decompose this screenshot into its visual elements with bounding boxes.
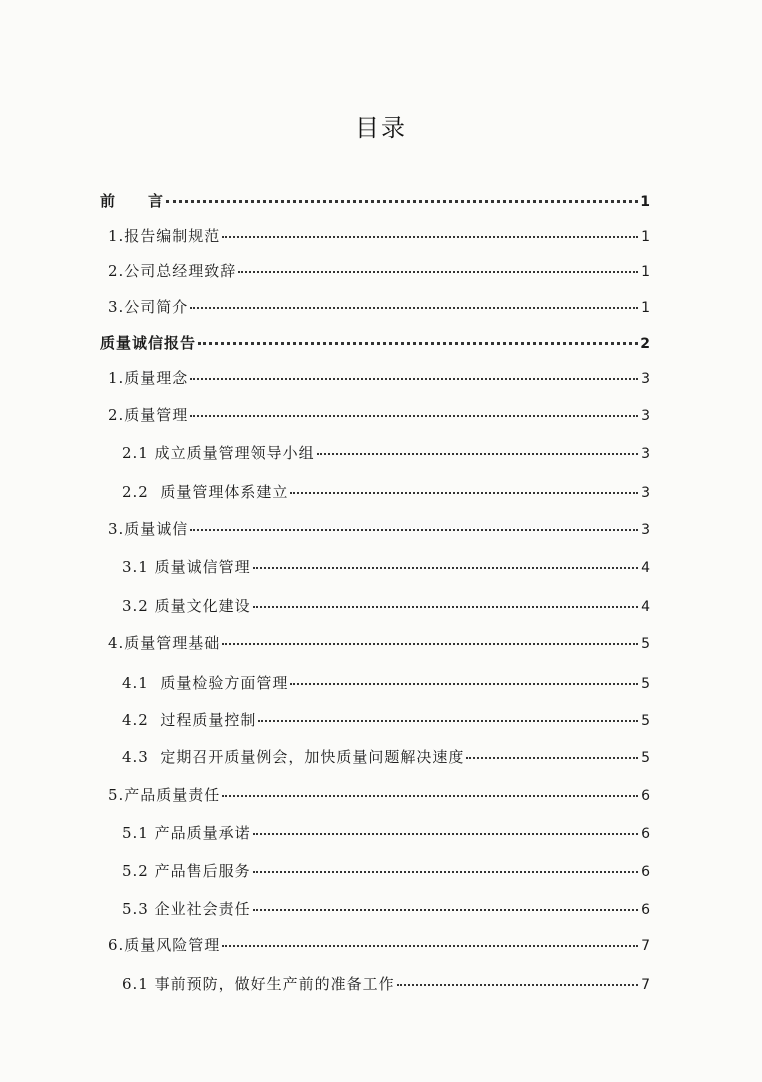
- toc-entry[interactable]: [122, 672, 650, 700]
- page-title: 目录: [355, 114, 407, 142]
- toc-page-number: 5: [641, 676, 650, 692]
- toc-entry-label: 5.2 产品售后服务: [122, 862, 251, 880]
- toc-entry-label: 4.1 质量检验方面管理: [122, 674, 289, 692]
- toc-page-number: 1: [641, 300, 650, 316]
- toc-entry[interactable]: [108, 225, 650, 253]
- toc-entry[interactable]: [122, 860, 650, 888]
- toc-entry-label: 3.质量诚信: [108, 520, 189, 538]
- dot-leader: [238, 271, 638, 273]
- dot-leader: [190, 378, 638, 380]
- toc-page-number: 4: [641, 560, 650, 576]
- toc-page-number: 7: [641, 938, 650, 954]
- toc-page-number: 6: [641, 788, 650, 804]
- toc-entry-label: 3.公司简介: [108, 298, 189, 316]
- toc-page-number: 1: [641, 229, 650, 245]
- dot-leader: [222, 795, 638, 797]
- toc-page-number: 3: [641, 446, 650, 462]
- toc-entry[interactable]: [122, 898, 650, 926]
- toc-page-number: 3: [641, 522, 650, 538]
- toc-entry[interactable]: [108, 784, 650, 812]
- toc-entry-preface[interactable]: [100, 190, 650, 218]
- dot-leader: [222, 945, 638, 947]
- dot-leader: [222, 236, 638, 238]
- dot-leader: [190, 415, 638, 417]
- toc-entry[interactable]: [108, 934, 650, 962]
- toc-entry-label: 6.1 事前预防，做好生产前的准备工作: [122, 975, 395, 993]
- dot-leader: [253, 909, 638, 911]
- toc-page-number: 3: [641, 485, 650, 501]
- toc-page-number: 2: [640, 336, 650, 352]
- toc-entry-label: 2.质量管理: [108, 406, 189, 424]
- toc-entry[interactable]: [122, 973, 650, 1001]
- toc-page-number: 3: [641, 408, 650, 424]
- toc-entry-label: 3.1 质量诚信管理: [122, 558, 251, 576]
- toc-page-number: 6: [641, 902, 650, 918]
- toc-entry-label: 5.3 企业社会责任: [122, 900, 251, 918]
- toc-entry-label: 1.报告编制规范: [108, 227, 221, 245]
- dot-leader: [222, 643, 638, 645]
- dot-leader: [253, 871, 638, 873]
- dot-leader: [253, 833, 638, 835]
- toc-entry[interactable]: [108, 367, 650, 395]
- dot-leader: [190, 529, 638, 531]
- toc-entry-label: 质量诚信报告: [100, 334, 197, 352]
- toc-entry[interactable]: [108, 404, 650, 432]
- toc-entry[interactable]: [122, 595, 650, 623]
- dot-leader: [317, 453, 638, 455]
- toc-entry[interactable]: [108, 260, 650, 288]
- toc-entry-label: 5.产品质量责任: [108, 786, 221, 804]
- toc-entry[interactable]: [108, 518, 650, 546]
- toc-entry-label: 2.1 成立质量管理领导小组: [122, 444, 315, 462]
- toc-entry-label: 前 言: [100, 192, 165, 210]
- toc-page-number: 7: [641, 977, 650, 993]
- toc-entry[interactable]: [122, 481, 650, 509]
- toc-entry[interactable]: [122, 746, 650, 774]
- toc-page-number: 4: [641, 599, 650, 615]
- dot-leader: [290, 492, 638, 494]
- toc-entry-quality-report[interactable]: [100, 332, 650, 360]
- toc-page-number: 1: [640, 194, 650, 210]
- toc-entry-label: 6.质量风险管理: [108, 936, 221, 954]
- toc-page-number: 5: [641, 713, 650, 729]
- dot-leader: [290, 683, 638, 685]
- dot-leader: [466, 757, 638, 759]
- toc-entry[interactable]: [122, 556, 650, 584]
- toc-entry-label: 2.公司总经理致辞: [108, 262, 237, 280]
- dot-leader: [166, 200, 638, 203]
- toc-page-number: 6: [641, 826, 650, 842]
- toc-entry-label: 2.2 质量管理体系建立: [122, 483, 289, 501]
- toc-entry-label: 4.3 定期召开质量例会，加快质量问题解决速度: [122, 748, 465, 766]
- toc-page-number: 6: [641, 864, 650, 880]
- dot-leader: [198, 342, 638, 345]
- toc-entry[interactable]: [108, 632, 650, 660]
- toc-entry-label: 5.1 产品质量承诺: [122, 824, 251, 842]
- toc-page-number: 1: [641, 264, 650, 280]
- toc-entry-label: 3.2 质量文化建设: [122, 597, 251, 615]
- dot-leader: [190, 307, 638, 309]
- toc-entry-label: 1.质量理念: [108, 369, 189, 387]
- toc-page-number: 5: [641, 636, 650, 652]
- toc-page-number: 3: [641, 371, 650, 387]
- toc-entry[interactable]: [108, 296, 650, 324]
- dot-leader: [258, 720, 638, 722]
- toc-entry-label: 4.质量管理基础: [108, 634, 221, 652]
- dot-leader: [397, 984, 638, 986]
- dot-leader: [253, 567, 638, 569]
- toc-entry-label: 4.2 过程质量控制: [122, 711, 257, 729]
- toc-entry[interactable]: [122, 442, 650, 470]
- toc-entry[interactable]: [122, 822, 650, 850]
- dot-leader: [253, 606, 638, 608]
- toc-entry[interactable]: [122, 709, 650, 737]
- toc-page-number: 5: [641, 750, 650, 766]
